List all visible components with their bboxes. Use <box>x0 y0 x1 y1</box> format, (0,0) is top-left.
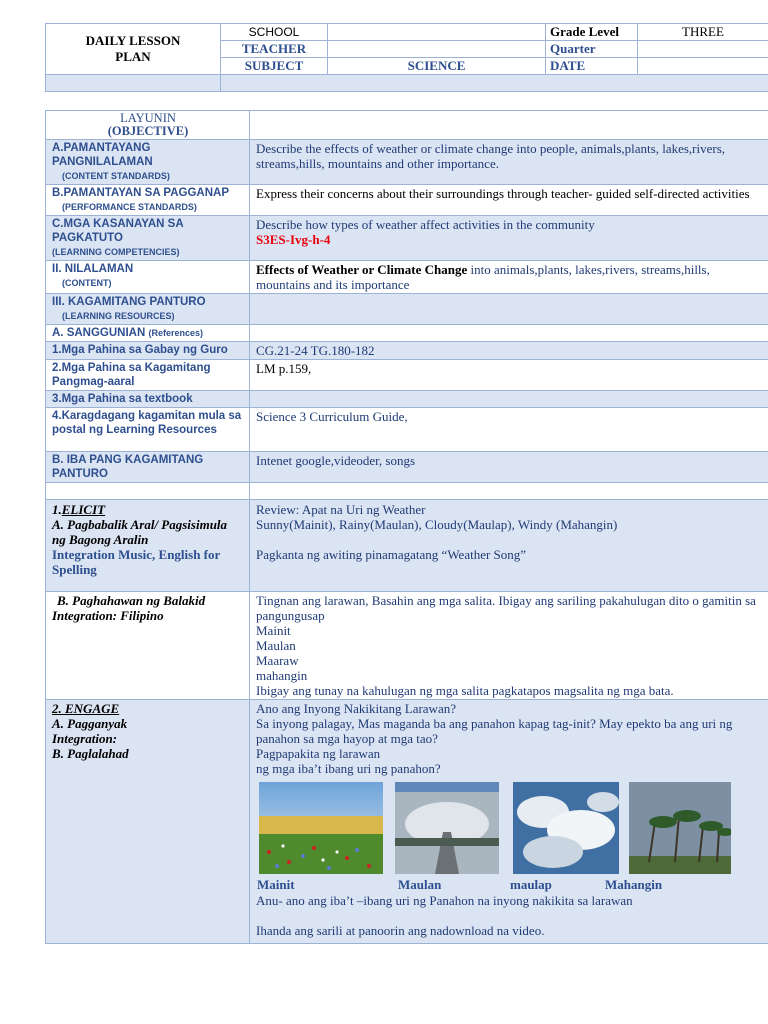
engage-q5: Anu- ano ang iba’t –ibang uri ng Panahon na inyong nakikita sa larawan <box>256 893 633 908</box>
school-value <box>328 24 546 41</box>
additional-materials-label: 4.Karagdagang kagamitan mula sa postal ng Learning Resources <box>46 408 250 452</box>
elicit-integration: Integration Music, English for Spelling <box>52 547 221 577</box>
word-maulan: Maulan <box>256 638 296 653</box>
elicit-content <box>250 500 768 592</box>
weather-photos <box>256 782 763 877</box>
content-cell <box>250 261 768 294</box>
performance-standards-text: Express their concerns about their surroundings through teacher- guided self-directed activities <box>250 185 768 216</box>
other-resources-text: Intenet google,videoder, songs <box>250 452 768 483</box>
unlocking-label: B. Paghahawan ng Balakid Integration: Filipino <box>46 592 250 700</box>
competencies-text: Describe how types of weather affect activities in the community <box>256 217 595 232</box>
learner-material-label: 2.Mga Pahina sa Kagamitang Pangmag-aaral <box>46 360 250 391</box>
competencies-label: C.MGA KASANAYAN SA PAGKATUTO (LEARNING COMPETENCIES) <box>46 216 250 261</box>
teacher-guide-text: CG.21-24 TG.180-182 <box>250 342 768 360</box>
engage-q3: Pagpapakita ng larawan <box>256 746 381 761</box>
teacher-value <box>328 41 546 58</box>
weather-list: Sunny(Mainit), Rainy(Maulan), Cloudy(Maulap), Windy (Mahangin) <box>256 517 618 532</box>
teacher-guide-label: 1.Mga Pahina sa Gabay ng Guro <box>46 342 250 360</box>
engage-q4: ng mga iba’t ibang uri ng panahon? <box>256 761 441 776</box>
performance-standards-label: B.PAMANTAYAN SA PAGGANAP (PERFORMANCE STANDARDS) <box>46 185 250 216</box>
header-blank-wide <box>221 75 768 92</box>
header-blank <box>46 75 221 92</box>
engage-q6: Ihanda ang sarili at panoorin ang nadownload na video. <box>256 923 545 938</box>
other-resources-label: B. IBA PANG KAGAMITANG PANTURO <box>46 452 250 483</box>
grade-label: Grade Level <box>546 24 638 41</box>
spacer-right <box>250 483 768 500</box>
photo-captions <box>256 877 763 893</box>
elicit-heading: ELICIT <box>61 502 106 517</box>
date-value <box>638 58 768 75</box>
spacer-left <box>46 483 250 500</box>
teacher-label: TEACHER <box>221 41 328 58</box>
learner-material-text: LM p.159, <box>250 360 768 391</box>
content-title: Effects of Weather or Climate Change <box>256 262 468 277</box>
engage-q1: Ano ang Inyong Nakikitang Larawan? <box>256 701 456 716</box>
quarter-label: Quarter <box>546 41 638 58</box>
caption-mainit: Mainit <box>257 877 295 892</box>
references-blank <box>250 325 768 342</box>
references-label: A. SANGGUNIAN (References) <box>46 325 250 342</box>
subject-label: SUBJECT <box>221 58 328 75</box>
engage-label: 2. ENGAGE A. Pagganyak Integration: B. Paglalahad <box>46 700 250 944</box>
header-table <box>45 23 768 92</box>
review-line: Review: Apat na Uri ng Weather <box>256 502 426 517</box>
cloudy-sky-image <box>513 782 619 874</box>
unlocking-intro: Tingnan ang larawan, Basahin ang mga salita. Ibigay ang sariling pakahulugan dito o gamitin sa pangungusap <box>256 593 756 623</box>
unlocking-closing: Ibigay ang tunay na kahulugan ng mga salita pagkatapos magsalita ng mga bata. <box>256 683 674 698</box>
content-label: II. NILALAMAN (CONTENT) <box>46 261 250 294</box>
engage-q2: Sa inyong palagay, Mas maganda ba ang panahon kapag tag-init? May epekto ba ang uri ng panahon sa mga hayop at mga tao? <box>256 716 733 746</box>
rainy-road-image <box>395 782 499 874</box>
competencies-cell <box>250 216 768 261</box>
additional-materials-text: Science 3 Curriculum Guide, <box>250 408 768 452</box>
textbook-blank <box>250 391 768 408</box>
date-label: DATE <box>546 58 638 75</box>
competency-code: S3ES-Ivg-h-4 <box>256 232 331 247</box>
objective-blank <box>250 111 768 140</box>
content-standards-text: Describe the effects of weather or climate change into people, animals,plants, lakes,rivers, streams,hills, mountains and other importance. <box>250 140 768 185</box>
elicit-label: 1.ELICIT A. Pagbabalik Aral/ Pagsisimula ng Bagong Aralin Integration Music, English for Spelling <box>46 500 250 592</box>
objective-heading: LAYUNIN (OBJECTIVE) <box>46 111 250 140</box>
unlocking-content <box>250 592 768 700</box>
content-text: into animals,plants, lakes,rivers, streams,hills, mountains and its importance <box>256 262 710 292</box>
lesson-table <box>45 110 768 944</box>
caption-maulap: maulap <box>510 877 552 892</box>
word-mainit: Mainit <box>256 623 291 638</box>
school-label: SCHOOL <box>221 24 328 41</box>
elicit-sub: A. Pagbabalik Aral/ Pagsisimula ng Bagong Aralin <box>52 517 228 547</box>
sunny-field-image <box>259 782 383 874</box>
song-line: Pagkanta ng awiting pinamagatang “Weather Song” <box>256 547 527 562</box>
word-maaraw: Maaraw <box>256 653 299 668</box>
quarter-value <box>638 41 768 58</box>
resources-label: III. KAGAMITANG PANTURO (LEARNING RESOURCES) <box>46 294 250 325</box>
engage-content <box>250 700 768 944</box>
engage-heading: 2. ENGAGE <box>52 701 120 716</box>
caption-maulan: Maulan <box>398 877 442 892</box>
windy-palms-image <box>629 782 731 874</box>
word-mahangin: mahangin <box>256 668 308 683</box>
dlp-title: DAILY LESSON PLAN <box>46 24 221 75</box>
grade-value: THREE <box>638 24 768 41</box>
content-standards-label: A.PAMANTAYANG PANGNILALAMAN (CONTENT STANDARDS) <box>46 140 250 185</box>
subject-value: SCIENCE <box>328 58 546 75</box>
textbook-label: 3.Mga Pahina sa textbook <box>46 391 250 408</box>
resources-blank <box>250 294 768 325</box>
caption-mahangin: Mahangin <box>605 877 663 892</box>
